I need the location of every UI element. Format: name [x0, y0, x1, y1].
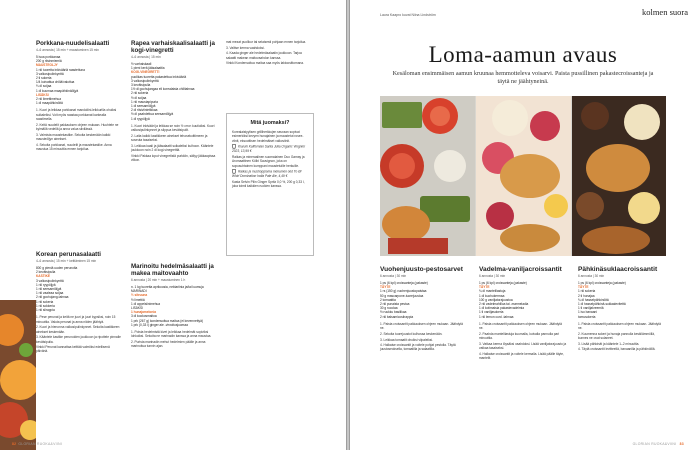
ingredient-subheading: TÄYTE — [479, 285, 490, 290]
ingredient-list — [131, 285, 217, 327]
ingredient: 2 rkl sokeria — [131, 91, 149, 96]
ingredient-list — [36, 266, 122, 312]
recipe-meta: 4–6 annosta | 15 min — [131, 55, 161, 59]
ingredient: 1 rkl lemon curd -tahnaa — [479, 314, 514, 319]
step: 4. Sekoita porkkanat, nuudelit ja maustekastike. Anna maustua 15 minuuttia ennen tarjoilua. — [36, 142, 112, 151]
step: 2. Purista marinadin mehut hedelmien päälle ja anna marinoitua tunnin ajan. — [131, 340, 206, 349]
step: 3. Leikkaa tomaatit ohuiksi viipaleiksi. — [380, 337, 433, 342]
ingredient: 2 kevätsipulia — [36, 270, 56, 275]
step: 4. Halkaise croissantit ja voitele kermalla. Lisää päälle täyte, mantelit. — [479, 351, 564, 361]
step: 1. Paista croissantit pakkauksen ohjeen mukaan. Jäähdytä ne. — [578, 321, 661, 331]
page-footer — [633, 442, 686, 446]
ingredient: 1 dl ryypöljyä — [131, 116, 150, 121]
ingredient: 800 g pieniä uuden perunoita — [36, 266, 78, 270]
page-footer — [12, 442, 62, 446]
page-title: Loma-aamun avaus — [428, 42, 618, 67]
column-2 — [131, 40, 217, 164]
ingredient: 1 iso banaani — [578, 310, 597, 315]
ingredient: 1 rs (150 g) vuohenjuustopaistaa — [380, 289, 427, 294]
step: 1. Poista hedelmistä kivet ja leikkaa hedelmät sopiviksi lohkoiksi. Sekoita ne marinadin kanssa ja anna maustua. — [131, 330, 212, 339]
beer-recommendation: Raikas ja mushoppioma mekumen olut To Øl Whirl Domination India Pale Ale, 4,49 € — [232, 169, 302, 179]
ingredient-list — [479, 281, 567, 319]
ingredient: ¾ dl mantelilastuja — [479, 289, 506, 294]
ingredient-list — [578, 281, 666, 319]
ingredient-subheading: TÄYTE — [380, 285, 391, 290]
recipe-steps — [380, 322, 468, 352]
ingredient: n. 1 kg tuoretta aprikoosia, nektariinia ja/tai luumuja — [131, 285, 204, 289]
ingredient: 1 rkl maustapipuria — [131, 99, 158, 104]
ingredient: 1 tl vaniljakreemiä — [578, 306, 604, 311]
ingredient: 1 dl kuohukermaa — [479, 293, 505, 298]
ingredient: 1 dl maapähkinöitä — [36, 101, 63, 106]
ingredient: 5 isoa porkkanaa — [36, 55, 61, 59]
ingredient: 2 rkl balsamicosiirappia — [380, 314, 414, 319]
ingredient: 3 valkosipulinkynttä — [131, 78, 159, 83]
ingredient: ½ limettiä — [131, 297, 145, 302]
ingredient: 1 prk (0,33 l) ginger ale -virvoitusjuomaa — [131, 322, 188, 327]
drink-paragraph: Kasta Selvin Pilin Ginger Spritz 0,0 %, 200 g 0,33 l, joka toimii kaikkien ruokien kanssa. — [232, 179, 305, 189]
ingredient: 1 rkl sokeria — [578, 289, 596, 294]
ingredient: puolikas tuoretta pakastettua inkivääriä — [131, 74, 187, 79]
ingredient: 1 dl kotimaisia pakastevadelmia — [479, 306, 525, 311]
ingredient-list — [36, 55, 122, 105]
ingredient: 1 tl vaniljasokeria — [479, 310, 504, 315]
recipe-column-3 — [578, 266, 666, 353]
column-2-lower — [131, 263, 217, 350]
step: 4. Kaada ginger ale hedelmäsalaatin joukkoon. Tarjoa salaatti makean maitovaahdon kanssa. — [226, 51, 302, 60]
recipe-meta: 6 annosta | 20 min + maustuminen 1 h — [131, 278, 186, 282]
step: 3. Vatkaa kerma löysäksi vaahdoksi. Lisää vaniljatorajuusto ja vatkaa tasaiseksi. — [479, 341, 567, 351]
recipe-steps — [578, 322, 666, 352]
recipe-steps — [131, 330, 217, 349]
ingredient-list — [131, 62, 217, 121]
recipe-title: Marinoitu hedelmäsalaatti ja makea maitovaahto — [131, 263, 214, 277]
column-3 — [226, 40, 312, 67]
ingredient: 1 pieni kerä jääsalaattia — [131, 66, 165, 71]
drink-paragraph: Korealaistyylisen grilliherkkujen seuraan sopivat esimerkiksi kevyen hunajainen ja maustetut rosee-viinit, eksoottisen hedelmäiset valkoviinit. — [232, 130, 304, 143]
ingredient: ½ ruukku basilikaa — [380, 310, 407, 315]
column-1 — [36, 40, 122, 153]
step: 3. Kääntele kastike perunoiden joukkoon ja ripottele pinnalle kevätsipulia. — [36, 335, 121, 344]
ingredient: 1 rkl ryypöljyä — [36, 282, 56, 287]
ingredient: ½ varhaiskaali — [131, 62, 152, 66]
ingredient: 2 dl riisiviinietikkaa — [131, 108, 158, 113]
ingredient: 1 ps (6 kpl) croissanteja (pakaste) — [479, 281, 527, 285]
ingredient: 2 rkl vadelmahilloa tai -marmeladia — [479, 302, 529, 307]
ingredient: 1 ps (6 kpl) croissanteja (pakaste) — [380, 281, 428, 285]
ingredient: 1 rkl seesamiöljyä — [36, 287, 62, 292]
recipe-title: Rapea varhaiskaalisalaatti ja kogi-vinegretti — [131, 40, 215, 54]
recipe-column-1 — [380, 266, 468, 353]
ingredient: 3 dl kookosmaitoa — [131, 314, 157, 319]
ingredient: ½ dl paahdettua seesamiöljyä — [131, 112, 174, 117]
ingredient: 2 tl hunajaa — [578, 293, 595, 298]
ingredient-subheading: MAUSTEÖLJY — [36, 63, 58, 68]
recipe-title: Porkkana-nuudelisalaatti — [36, 40, 110, 47]
page-subtitle: Kesäloman ensimmäisen aamun kruunaa hemmotteleva voisarvi. Paista pussillinen pakastecroissanteja ja täytä ne jäähtyneinä. — [392, 70, 654, 85]
drink-pairing-box — [226, 113, 314, 256]
ingredient: 30 g rucolaa — [380, 306, 398, 311]
step: 2. Keitä nuudelit pakkauksen ohjeen mukaan. Huuhtele ne kylmällä vedellä ja anna valua siivilässä. — [36, 122, 119, 132]
step: 3. Valmista maustekastike. Sekoita keskenään kaikki mausteöljyn ainekset. — [36, 132, 111, 141]
ingredient: 1 dl seesamiöljyä — [131, 104, 156, 109]
ingredient: ½ dl soijaa — [131, 95, 147, 100]
ingredient: 1 rkl siirappia — [36, 308, 55, 313]
step: 1. Kuori ja leikkaa porkkanat mandoliini-leikkurilla ohuiksi suikaleiksi. Voit myös raastaa porkkanat karkealla raastimella. — [36, 108, 117, 122]
ingredient-list — [380, 281, 468, 319]
ingredient-subheading: KOGI-VINEGRETTI — [131, 70, 160, 75]
right-page — [350, 0, 696, 450]
ingredient: 3 valkosipulinkynttä — [36, 71, 64, 76]
page-number: 82 — [12, 442, 17, 446]
magazine-name: GLORIAN RUOKA&VIINI — [632, 442, 677, 446]
step: 1. Pese perunat ja keitä ne juuri ja juuri kypsiksi, noin 15 minuuttia. Valuta perunat ja anna niiden jäähtyä. — [36, 315, 116, 324]
ingredient: ⅓ dl soijaa — [36, 84, 52, 89]
ingredient: 1 dl kuumaa maapähkinäöljyä — [36, 88, 79, 93]
step: 3. Valitse kerma vaahdoksi. — [226, 45, 265, 50]
step: 1. Kuori inkivääri ja leikkaa se noin ½ cm:n kuutioiksi. Kuori valkosipulinkynnet ja silppua kevätsipulit. — [131, 123, 215, 133]
recipe-meta: 6 annosta | 30 min — [380, 274, 407, 278]
recipe-meta: 4–6 annosta | 15 min + keittäminen 15 min — [36, 259, 97, 263]
ingredient: 2 rkl limettimehua — [36, 97, 61, 102]
ingredient: 1 prk (267 g) kondensoitua maitoa (ei kevennettyä) — [131, 318, 203, 323]
drink-paragraph: Raikas ja mineraalinen suomalainen Duo Gamay ja Aromaattinen Kölbi Sauvignon, joka on sopusuhtainen kumppani maustetuille herkuille. — [232, 154, 305, 168]
step: 3. Lisää pähkinät ja kääntele 1–2 minuuttia. — [578, 341, 640, 346]
step: 3. Leikkaa kaali ja jääsalaatti suikaleiksi kulhoon. Kääntele joukkoon noin 2 dl kogi-vinegrettiä. — [131, 143, 214, 153]
ingredient: 1 ps (6 kpl) croissanteja (pakaste) — [578, 281, 626, 285]
ingredient: LISÄKSI — [131, 306, 144, 311]
ingredient: 200 g riisinmiemiä — [36, 59, 62, 64]
step: 1. Paista croissantit pakkauksen ohjeen mukaan. Jäähdytä ne. — [479, 321, 562, 331]
food-photo-left — [0, 300, 36, 450]
ingredient: 1/4 kuivattua chiliä/valuttua — [36, 80, 75, 85]
recipe-title: Vadelma-vaniljacroissantit — [479, 266, 562, 273]
recipe-title: Vuohenjuusto-pestosarvet — [380, 266, 463, 273]
step: Vinkki Pakkaa loput vinegretistä purkkiin, säilyy jääkaapissa viikon. — [131, 153, 216, 163]
recipe-meta: 6 annosta | 30 min — [578, 274, 605, 278]
step: Vinkki Kondensoitua maitoa saa myös laktoosittomana. — [226, 61, 304, 66]
recipe-steps — [131, 124, 217, 163]
croissant-photos — [380, 96, 666, 256]
step: 1. Paista croissantit pakkauksen ohjeen mukaan. Jäähdytä ne. — [380, 321, 463, 331]
left-page — [0, 0, 346, 450]
wine-recommendation: Kiuruin Kalifornian Santa Julia Organic Viognier 2023, 13,99 € — [232, 144, 306, 154]
ingredient: 1 rkl tuoretta inkivääriä raastettuna — [36, 67, 85, 72]
ingredient: 1 rkl sokkeria — [36, 303, 55, 308]
step: mat mezat puolikur tai selaisesti pohjaan ennen tarjoilua. — [226, 40, 307, 44]
ingredient: 1½ dl gochujangaa eli korealaista chilitahnaa — [131, 87, 195, 92]
ingredient: ¾ dl hasselpähkinöitä — [578, 297, 609, 302]
recipe-meta: 4–6 annosta | 15 min + maustuminen 15 min — [36, 48, 99, 52]
ingredient: 1 rkl vaaleaa soijaa — [36, 291, 64, 296]
ingredient: 2 tomaattia — [380, 297, 396, 302]
ingredient: 1 dl hasselpähkinä-suklaalevitettä — [578, 302, 626, 307]
ingredient: 50 g mascarpone-tuorejuustoa — [380, 293, 424, 298]
step: 2. Sekoita tuorejuustot kulhossa keskenään. — [380, 331, 443, 336]
ingredient: 3 valkosipulinkynttä — [36, 278, 64, 283]
ingredient-subheading: 1 hunajamelonia — [131, 310, 156, 315]
step: 2. Laita kaikki kastikkeen ainekset tehosekoittimeen ja soseuta tasaiseksi. — [131, 133, 208, 143]
step: 2. Kuumenna sokeri ja hunaja pannulla keskilämmöllä, kunnes ne ovat sulaneet. — [578, 331, 655, 341]
page-number: 83 — [679, 442, 684, 446]
column-1-lower — [36, 251, 122, 355]
ingredient-subheading: TÄYTE — [578, 285, 589, 290]
recipe-title: Pähkinäsuklaacroissantit — [578, 266, 658, 273]
byline: Laura Kaapro kuvat Niina Lindström — [380, 13, 436, 17]
recipe-steps — [36, 315, 122, 354]
step: 4. Halkaise croissantit ja voitele pohjat pestolla. Täytä juustoseoksella, tomaatilla ja salaatilla. — [380, 343, 456, 352]
recipe-title: Korean perunasalaatti — [36, 251, 101, 258]
ingredient: MARINADI — [131, 289, 147, 294]
ingredient: 100 g vaniljatorajuustoa — [479, 297, 513, 302]
ingredient: 1 rkl sokeria — [36, 299, 54, 304]
drink-pairing-heading: Mitä juomaksi? — [250, 120, 290, 126]
step: Vinkki Perunat kannattaa keittää valmiiksi edellisenä päivänä. — [36, 345, 110, 354]
step: 2. Paahda mantelilastuja kuumalla, kuivalla pannulla pari minuuttia. — [479, 331, 560, 341]
ingredient-subheading: KASTIKE — [36, 274, 50, 279]
recipe-steps — [36, 108, 122, 151]
ingredient: 2 rkl punaista pestoa — [380, 302, 410, 307]
ingredient-subheading: LISÄKSI — [36, 92, 49, 97]
ingredient: 1 dl appelsiinimehua — [131, 301, 161, 306]
ingredient-subheading: ½ sitruuna — [131, 293, 148, 298]
step: 4. Täytä croissantit levitteellä, banaanilla ja pähkinöillä. — [578, 347, 656, 352]
recipe-column-2 — [479, 266, 567, 362]
ingredient: tomusokeria — [578, 314, 596, 319]
ingredient: 2 rkl gochujang-tahnaa — [36, 295, 69, 300]
ingredient: 3 kevätsipulia — [131, 83, 151, 88]
recipe-steps-continued — [226, 40, 312, 66]
step: 2. Kuori ja hienonna valkosipulinkynnet. Sekoita kastikkeen ainekset keskenään. — [36, 325, 120, 334]
magazine-name: GLORIAN RUOKA&VIINI — [18, 442, 63, 446]
recipe-steps — [479, 322, 567, 361]
ingredient: 2 tl sokeria — [36, 76, 52, 81]
recipe-meta: 6 annosta | 30 min — [479, 274, 506, 278]
section-tag: kolmen suora — [641, 7, 688, 17]
